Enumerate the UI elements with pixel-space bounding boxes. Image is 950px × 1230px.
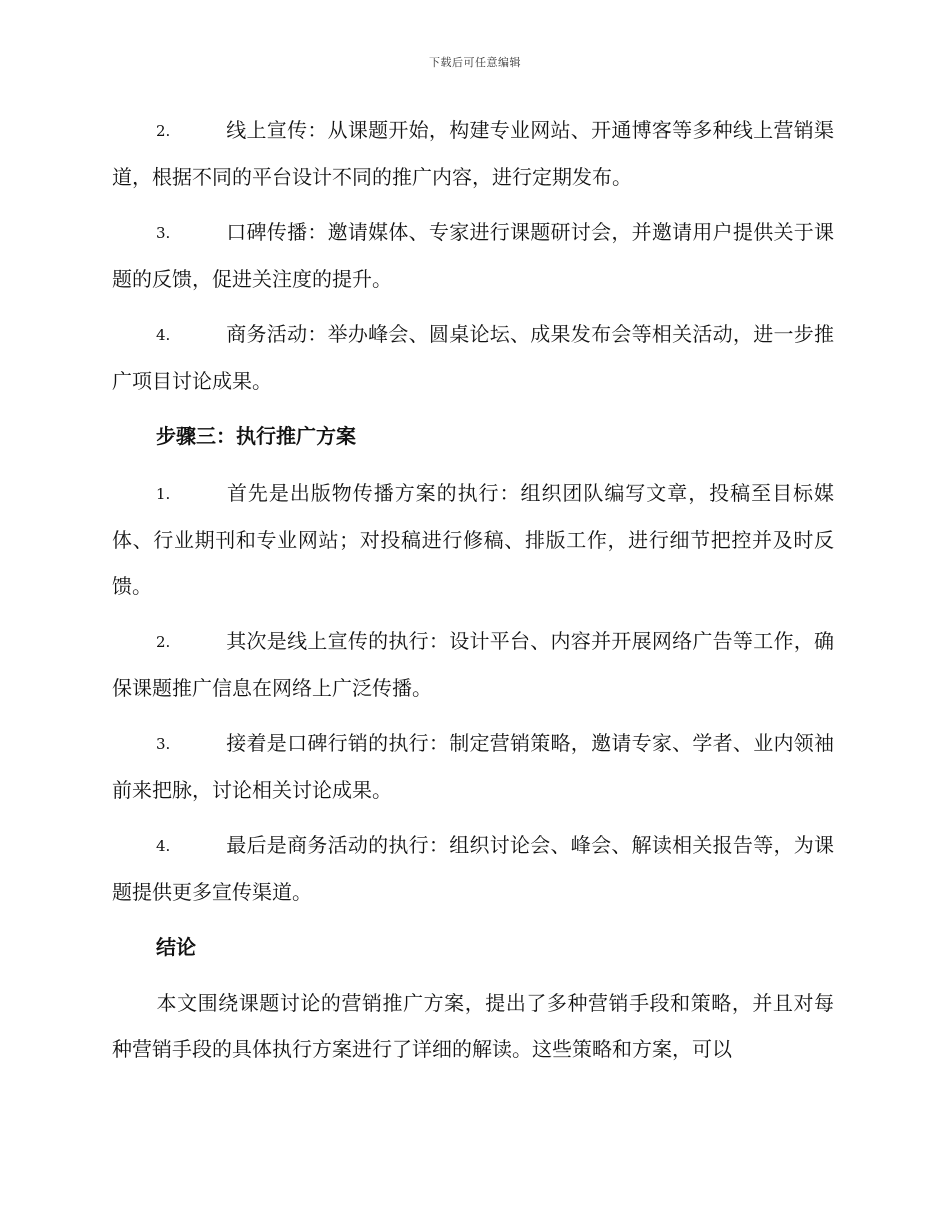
list-item-text: 商务活动：举办峰会、圆桌论坛、成果发布会等相关活动，进一步推广项目讨论成果。 — [112, 322, 834, 393]
list-item — [112, 311, 834, 404]
list-item-number: 2. — [156, 633, 171, 651]
list-item-text: 接着是口碑行销的执行：制定营销策略，邀请专家、学者、业内领袖前来把脉，讨论相关讨论成果。 — [112, 731, 834, 802]
list-item-text: 最后是商务活动的执行：组织讨论会、峰会、解读相关报告等，为课题提供更多宣传渠道。 — [112, 833, 834, 904]
list-item — [112, 720, 834, 813]
section-heading-conclusion: 结论 — [156, 935, 196, 959]
page-header: 下载后可任意编辑 — [429, 56, 521, 69]
list-item-number: 3. — [156, 735, 171, 753]
list-item-number: 4. — [156, 837, 171, 855]
list-item — [112, 822, 834, 915]
list-item — [112, 107, 834, 200]
list-item — [112, 470, 834, 609]
list-item-text: 口碑传播：邀请媒体、专家进行课题研讨会，并邀请用户提供关于课题的反馈，促进关注度的提升。 — [112, 220, 834, 291]
list-item-text: 其次是线上宣传的执行：设计平台、内容并开展网络广告等工作，确保课题推广信息在网络上广泛传播。 — [112, 629, 834, 700]
list-item-number: 3. — [156, 224, 171, 242]
list-item-text: 首先是出版物传播方案的执行：组织团队编写文章，投稿至目标媒体、行业期刊和专业网站；对投稿进行修稿、排版工作，进行细节把控并及时反馈。 — [112, 481, 834, 598]
list-item-number: 2. — [156, 122, 171, 140]
section-heading-step3: 步骤三：执行推广方案 — [156, 424, 356, 448]
list-item-number: 4. — [156, 326, 171, 344]
conclusion-paragraph — [112, 980, 834, 1072]
list-item-number: 1. — [156, 485, 171, 503]
list-item — [112, 209, 834, 302]
list-item — [112, 618, 834, 711]
list-item-text: 线上宣传：从课题开始，构建专业网站、开通博客等多种线上营销渠道，根据不同的平台设计不同的推广内容，进行定期发布。 — [112, 118, 834, 189]
conclusion-text: 本文围绕课题讨论的营销推广方案，提出了多种营销手段和策略，并且对每种营销手段的具体执行方案进行了详细的解读。这些策略和方案，可以 — [112, 991, 834, 1061]
